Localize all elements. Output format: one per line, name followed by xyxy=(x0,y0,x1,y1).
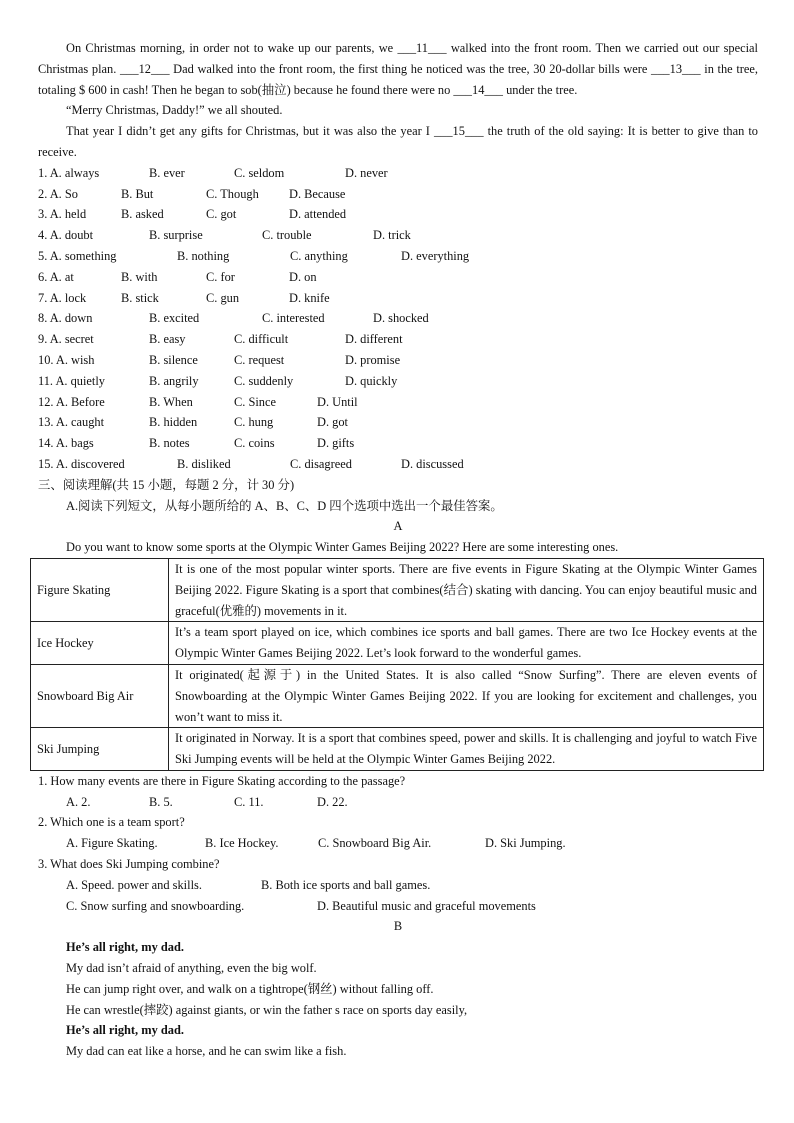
sport-name: Ice Hockey xyxy=(31,622,169,665)
sport-name: Ski Jumping xyxy=(31,728,169,771)
option-a: 8. A. down xyxy=(38,311,93,326)
option-a: 2. A. So xyxy=(38,186,78,201)
option-a: 15. A. discovered xyxy=(38,456,125,471)
question-1-stem: 1. How many events are there in Figure Skating according to the passage? xyxy=(38,773,406,788)
cloze-paragraph-1: On Christmas morning, in order not to wake up our parents, we ___11___ walked into the front room. Then we carried out our special Christmas plan. ___12___ Dad walked into the front room, the first thing he noticed was the tree, 30 20-dollar bills were ___13___ in the tree, totaling $ 600 in cash! Then he began to sob(抽泣) because he found there were no ___14___ under the tree. xyxy=(38,41,758,97)
option-a: 1. A. always xyxy=(38,165,100,180)
sport-description: It originated(起源于) in the United States. It is also called “Snow Surfing”. There are eleven events of Snowboarding at the Olympic Winter Games Beijing 2022. If you are looking for excitement and challenges, you won’t want to miss it. xyxy=(169,664,764,727)
sport-description: It’s a team sport played on ice, which combines ice sports and ball games. There are two Ice Hockey events at the Olympic Winter Games Beijing 2022. Let’s look forward to the wonderful games. xyxy=(169,622,764,665)
cloze-options-list xyxy=(38,163,758,475)
option-b: B. notes xyxy=(149,436,190,451)
option-a: A. Speed. power and skills. xyxy=(66,877,202,892)
poem-refrain: He’s all right, my dad. xyxy=(66,1023,184,1038)
cloze-option-row xyxy=(38,371,758,392)
option-d: D. shocked xyxy=(373,311,429,326)
option-b: B. surprise xyxy=(149,228,203,243)
poem-line: He can wrestle(摔跤) against giants, or win the father s race on sports day easily, xyxy=(66,1002,468,1017)
cloze-option-row xyxy=(38,308,758,329)
option-b: B. asked xyxy=(121,207,164,222)
cloze-option-row xyxy=(38,288,758,309)
option-a: 11. A. quietly xyxy=(38,373,105,388)
sport-description: It originated in Norway. It is a sport that combines speed, power and skills. It is challenging and joyful to watch Five Ski Jumping events will be held at the Olympic Winter Games Beijing 2022. xyxy=(169,728,764,771)
worksheet-page xyxy=(38,38,758,1062)
option-c: C. Snow surfing and snowboarding. xyxy=(66,898,245,913)
option-d: D. gifts xyxy=(317,436,355,451)
option-d: D. different xyxy=(345,332,403,347)
option-c: C. 11. xyxy=(234,794,264,809)
option-b: B. disliked xyxy=(177,456,231,471)
table-row xyxy=(31,622,764,665)
option-c: C. difficult xyxy=(234,332,289,347)
section-instruction: A.阅读下列短文，从每小题所给的 A、B、C、D 四个选项中选出一个最佳答案。 xyxy=(66,498,503,513)
sport-description: It is one of the most popular winter sports. There are five events in Figure Skating at the Olympic Winter Games Beijing 2022. Figure Skating is a sport that combines(结合) skating with dancing. You can enjoy beautiful music and graceful(优雅的) movements in it. xyxy=(169,558,764,621)
cloze-option-row xyxy=(38,454,758,475)
option-c: C. request xyxy=(234,352,285,367)
option-a: 12. A. Before xyxy=(38,394,105,409)
option-b: B. stick xyxy=(121,290,159,305)
sports-table xyxy=(30,558,764,771)
option-b: B. angrily xyxy=(149,373,199,388)
option-d: D. Because xyxy=(289,186,346,201)
option-b: B. excited xyxy=(149,311,200,326)
option-b: B. Both ice sports and ball games. xyxy=(261,877,431,892)
option-d: D. promise xyxy=(345,352,401,367)
option-d: D. Beautiful music and graceful movements xyxy=(317,898,536,913)
section-heading: 三、阅读理解(共 15 小题，每题 2 分，计 30 分) xyxy=(38,477,295,492)
question-1-options xyxy=(38,792,758,813)
passage-a-letter: A xyxy=(393,519,403,534)
option-c: C. disagreed xyxy=(290,456,352,471)
cloze-option-row xyxy=(38,204,758,225)
poem-line: My dad can eat like a horse, and he can swim like a fish. xyxy=(66,1044,347,1059)
option-b: B. When xyxy=(149,394,193,409)
option-b: B. But xyxy=(121,186,154,201)
option-c: C. suddenly xyxy=(234,373,294,388)
option-b: B. nothing xyxy=(177,248,230,263)
option-d: D. attended xyxy=(289,207,347,222)
question-3-options-row2 xyxy=(38,896,758,917)
option-d: D. discussed xyxy=(401,456,464,471)
cloze-option-row xyxy=(38,329,758,350)
option-a: A. Figure Skating. xyxy=(66,836,158,851)
option-c: C. coins xyxy=(234,436,275,451)
question-3-stem: 3. What does Ski Jumping combine? xyxy=(38,857,220,872)
option-a: 14. A. bags xyxy=(38,436,94,451)
option-d: D. on xyxy=(289,269,317,284)
option-a: 13. A. caught xyxy=(38,415,105,430)
poem-line: He can jump right over, and walk on a tightrope(钢丝) without falling off. xyxy=(66,981,434,996)
option-c: C. interested xyxy=(262,311,325,326)
option-c: C. Though xyxy=(206,186,259,201)
question-2-stem: 2. Which one is a team sport? xyxy=(38,815,185,830)
option-d: D. got xyxy=(317,415,348,430)
option-b: B. ever xyxy=(149,165,185,180)
cloze-option-row xyxy=(38,267,758,288)
option-b: B. silence xyxy=(149,352,198,367)
cloze-option-row xyxy=(38,433,758,454)
option-a: 5. A. something xyxy=(38,248,117,263)
option-c: C. seldom xyxy=(234,165,285,180)
option-c: C. hung xyxy=(234,415,274,430)
option-b: B. 5. xyxy=(149,794,173,809)
option-d: D. everything xyxy=(401,248,470,263)
option-a: 9. A. secret xyxy=(38,332,94,347)
option-a: 4. A. doubt xyxy=(38,228,94,243)
option-d: D. knife xyxy=(289,290,330,305)
option-b: B. easy xyxy=(149,332,186,347)
table-row xyxy=(31,558,764,621)
option-c: C. got xyxy=(206,207,237,222)
option-b: B. hidden xyxy=(149,415,198,430)
option-a: 10. A. wish xyxy=(38,352,95,367)
option-a: 6. A. at xyxy=(38,269,74,284)
cloze-option-row xyxy=(38,350,758,371)
option-d: D. quickly xyxy=(345,373,398,388)
cloze-paragraph-3: That year I didn’t get any gifts for Christmas, but it was also the year I ___15___ the truth of the old saying: It is better to give than to receive. xyxy=(38,124,758,159)
question-2-options xyxy=(38,833,758,854)
option-d: D. 22. xyxy=(317,794,348,809)
cloze-option-row xyxy=(38,246,758,267)
cloze-option-row xyxy=(38,225,758,246)
option-d: D. never xyxy=(345,165,388,180)
option-c: C. Snowboard Big Air. xyxy=(318,836,432,851)
poem-line: My dad isn’t afraid of anything, even the big wolf. xyxy=(66,961,317,976)
sport-name: Figure Skating xyxy=(31,558,169,621)
option-c: C. Since xyxy=(234,394,276,409)
table-row xyxy=(31,664,764,727)
option-a: A. 2. xyxy=(66,794,91,809)
cloze-option-row xyxy=(38,392,758,413)
cloze-option-row xyxy=(38,412,758,433)
passage-b-letter: B xyxy=(393,919,403,934)
option-b: B. Ice Hockey. xyxy=(205,836,279,851)
option-c: C. trouble xyxy=(262,228,312,243)
option-d: D. Ski Jumping. xyxy=(485,836,566,851)
option-c: C. for xyxy=(206,269,235,284)
cloze-option-row xyxy=(38,163,758,184)
option-c: C. gun xyxy=(206,290,240,305)
option-a: 7. A. lock xyxy=(38,290,87,305)
passage-a-intro: Do you want to know some sports at the Olympic Winter Games Beijing 2022? Here are some interesting ones. xyxy=(66,540,619,555)
cloze-option-row xyxy=(38,184,758,205)
option-c: C. anything xyxy=(290,248,348,263)
option-a: 3. A. held xyxy=(38,207,87,222)
sport-name: Snowboard Big Air xyxy=(31,664,169,727)
cloze-paragraph-2: “Merry Christmas, Daddy!” we all shouted. xyxy=(66,103,283,118)
option-d: D. Until xyxy=(317,394,358,409)
option-d: D. trick xyxy=(373,228,411,243)
question-3-options-row1 xyxy=(38,875,758,896)
option-b: B. with xyxy=(121,269,158,284)
poem-refrain: He’s all right, my dad. xyxy=(66,940,184,955)
table-row xyxy=(31,728,764,771)
